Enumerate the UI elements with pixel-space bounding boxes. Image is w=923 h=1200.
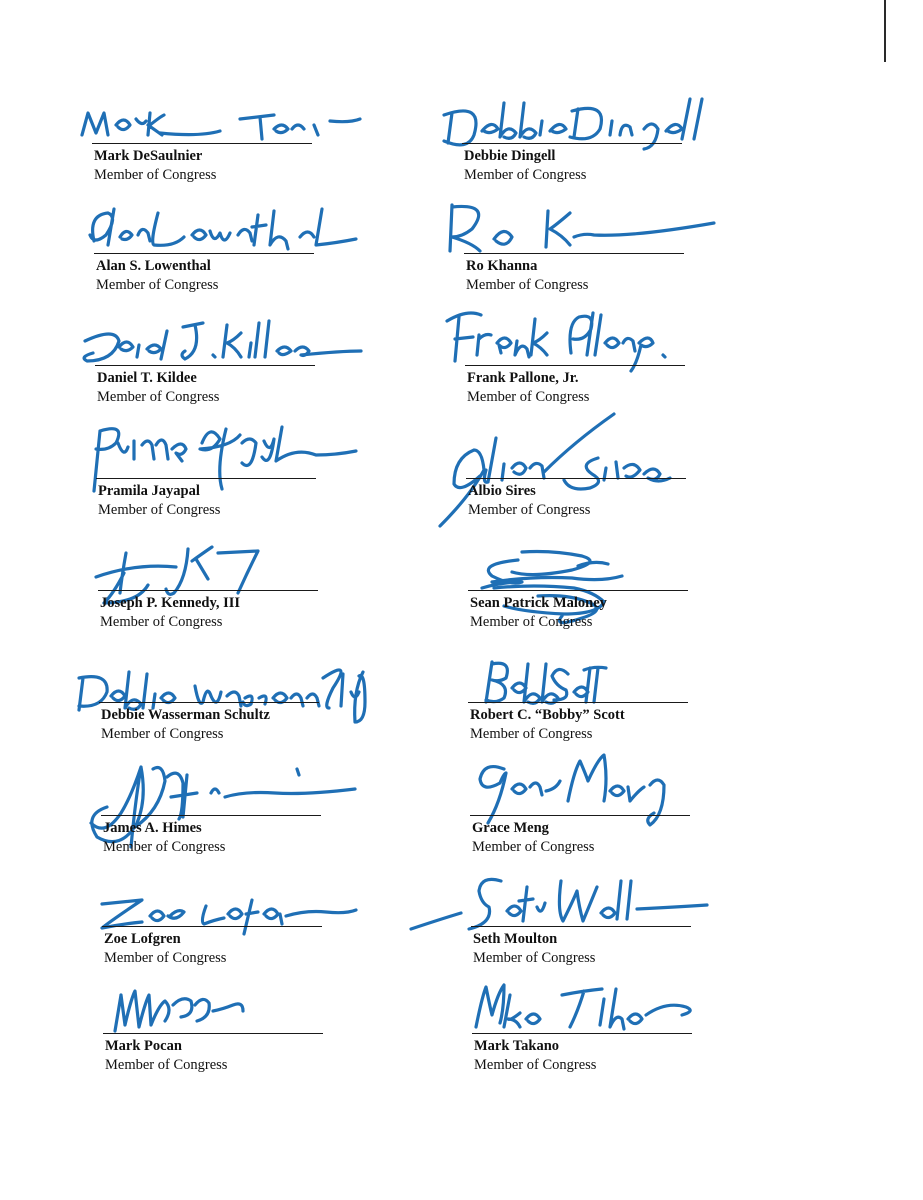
- signature-line: [471, 926, 691, 927]
- signatory-title: Member of Congress: [98, 502, 221, 518]
- signature-line: [101, 815, 321, 816]
- handwritten-signature: [432, 975, 772, 1047]
- signatory-title: Member of Congress: [472, 839, 595, 855]
- signatory-title: Member of Congress: [470, 614, 593, 630]
- handwritten-signature: [425, 299, 765, 371]
- signatory-title: Member of Congress: [94, 167, 217, 183]
- signatory-title: Member of Congress: [474, 1057, 597, 1073]
- signature-line: [466, 478, 686, 479]
- signature-line: [99, 702, 319, 703]
- handwritten-signature: [55, 307, 395, 379]
- signatory-title: Member of Congress: [466, 277, 589, 293]
- signature-line: [96, 478, 316, 479]
- signatory-name: Frank Pallone, Jr.: [467, 370, 579, 386]
- signature-line: [92, 143, 312, 144]
- signatory-title: Member of Congress: [100, 614, 223, 630]
- signatory-name: Robert C. “Bobby” Scott: [470, 707, 625, 723]
- signatory-name: Debbie Dingell: [464, 148, 556, 164]
- signatory-title: Member of Congress: [105, 1057, 228, 1073]
- signatory-name: Debbie Wasserman Schultz: [101, 707, 270, 723]
- signatory-title: Member of Congress: [464, 167, 587, 183]
- signature-line: [470, 815, 690, 816]
- signatory-name: Sean Patrick Maloney: [470, 595, 607, 611]
- signatory-name: Alan S. Lowenthal: [96, 258, 211, 274]
- signature-line: [103, 1033, 323, 1034]
- signatory-title: Member of Congress: [96, 277, 219, 293]
- signature-line: [102, 926, 322, 927]
- signatory-name: Albio Sires: [468, 483, 536, 499]
- handwritten-signature: [54, 195, 394, 267]
- signature-line: [462, 143, 682, 144]
- signatory-name: Mark Takano: [474, 1038, 560, 1054]
- signature-line: [472, 1033, 692, 1034]
- signatory-name: Seth Moulton: [473, 931, 558, 947]
- page-edge-line: [884, 0, 886, 62]
- handwritten-signature: [52, 85, 392, 157]
- signatory-title: Member of Congress: [467, 389, 590, 405]
- signatory-title: Member of Congress: [103, 839, 226, 855]
- signatory-name: Daniel T. Kildee: [97, 370, 197, 386]
- handwritten-signature: [424, 195, 764, 267]
- signatory-title: Member of Congress: [473, 950, 596, 966]
- signatory-title: Member of Congress: [470, 726, 593, 742]
- signatory-title: Member of Congress: [101, 726, 224, 742]
- signature-line: [468, 702, 688, 703]
- handwritten-signature: [422, 85, 762, 157]
- signatory-name: Grace Meng: [472, 820, 549, 836]
- signature-line: [95, 365, 315, 366]
- signature-line: [94, 253, 314, 254]
- signature-line: [465, 365, 685, 366]
- signatory-name: Pramila Jayapal: [98, 483, 200, 499]
- handwritten-signature: [63, 975, 403, 1047]
- signatory-title: Member of Congress: [468, 502, 591, 518]
- signatory-name: James A. Himes: [103, 820, 202, 836]
- signatory-name: Mark DeSaulnier: [94, 148, 203, 164]
- signature-line: [98, 590, 318, 591]
- signature-line: [464, 253, 684, 254]
- signatory-name: Zoe Lofgren: [104, 931, 181, 947]
- signatory-name: Joseph P. Kennedy, III: [100, 595, 241, 611]
- signature-line: [468, 590, 688, 591]
- signatory-title: Member of Congress: [97, 389, 220, 405]
- signatory-name: Ro Khanna: [466, 258, 538, 274]
- signatory-title: Member of Congress: [104, 950, 227, 966]
- signatory-name: Mark Pocan: [105, 1038, 182, 1054]
